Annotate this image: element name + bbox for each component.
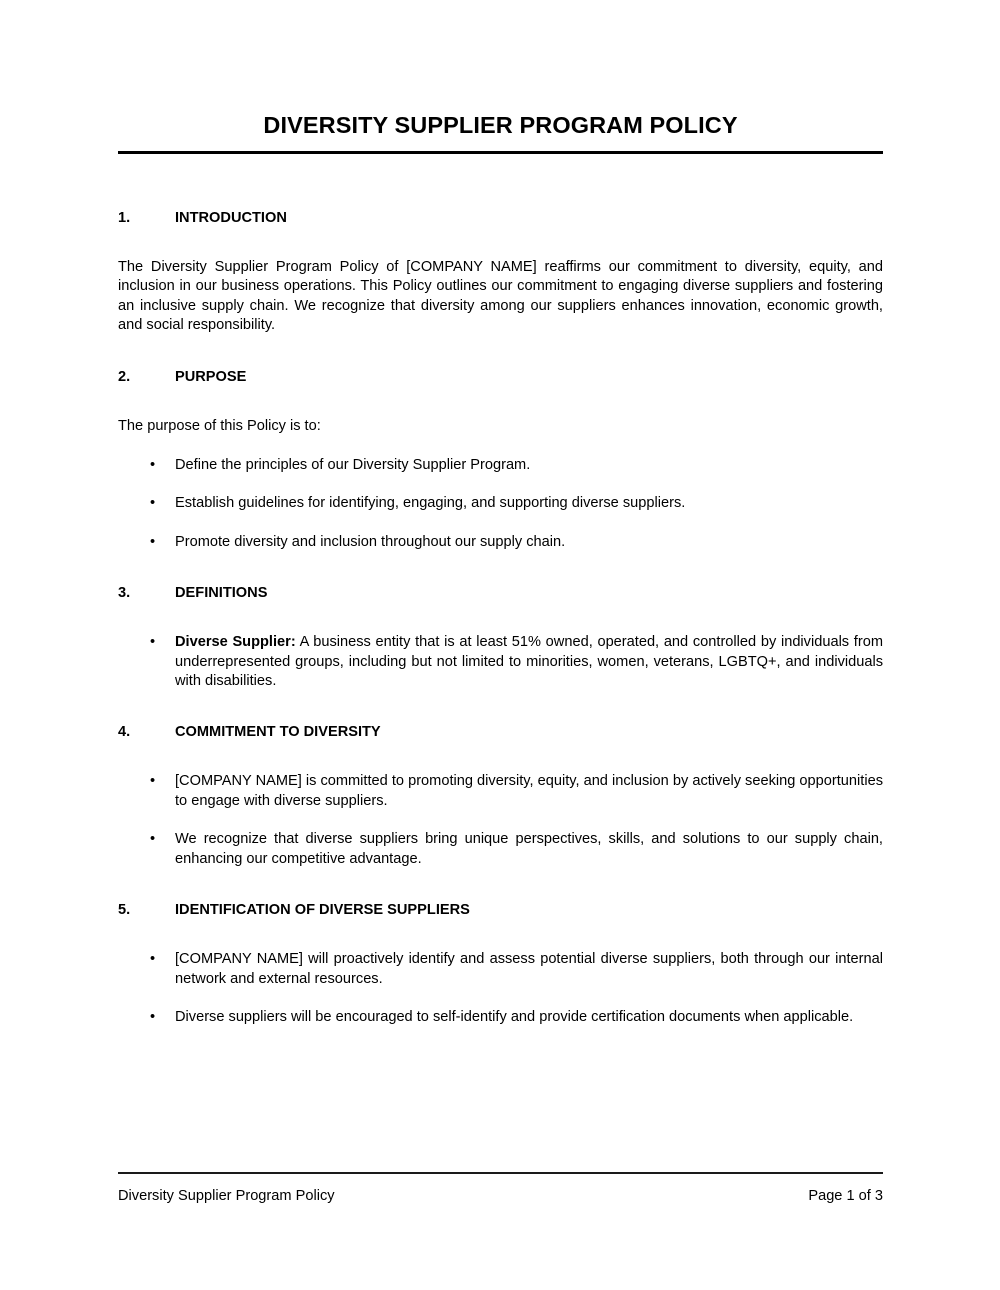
list-item-text: [COMPANY NAME] will proactively identify and assess potential diverse suppliers, both through our internal network and external resources. [175,951,883,987]
section-heading-purpose [118,368,883,387]
spacer [118,475,883,494]
list-item [118,772,883,811]
list-item-text: Promote diversity and inclusion throughout our supply chain. [175,533,566,550]
spacer [118,811,883,830]
section-title: COMMITMENT TO DIVERSITY [175,724,381,741]
spacer [118,228,883,258]
list-item [118,533,883,552]
list-item [118,633,883,691]
bullet-list-identification [118,950,883,1027]
footer-page-number: Page 1 of 3 [808,1188,883,1204]
spacer [118,436,883,456]
section-number: 3. [118,585,131,602]
definition-text: A business entity that is at least 51% owned, operated, and controlled by individuals from underrepresented groups, including but not limited to minorities, women, veterans, LGBTQ+, and individuals with disabilities. [175,634,883,690]
section-paragraph-purpose: The purpose of this Policy is to: [118,417,321,434]
bullet-icon: • [150,634,156,651]
list-item [118,950,883,989]
list-item [118,494,883,513]
bullet-list-definitions [118,633,883,691]
list-item-text: Define the principles of our Diversity Supplier Program. [175,457,531,474]
spacer [118,336,883,368]
spacer [118,691,883,723]
bullet-list-commitment [118,772,883,869]
document-body [118,0,883,1027]
bullet-icon: • [150,533,156,550]
section-number: 5. [118,902,131,919]
spacer [118,742,883,772]
section-number: 1. [118,210,131,227]
bullet-icon: • [150,1008,156,1025]
definition-term: Diverse Supplier: [175,634,296,651]
spacer [118,603,883,633]
section-heading-introduction [118,209,883,228]
list-item-text: We recognize that diverse suppliers bring unique perspectives, skills, and solutions to our supply chain, enhancing our competitive advantage. [175,831,883,867]
page-title: DIVERSITY SUPPLIER PROGRAM POLICY [263,112,738,138]
section-title: DEFINITIONS [175,585,268,602]
spacer [118,514,883,533]
bullet-icon: • [150,951,156,968]
bullet-icon: • [150,457,156,474]
spacer [118,154,883,209]
spacer [118,989,883,1008]
section-paragraph-introduction: The Diversity Supplier Program Policy of [COMPANY NAME] reaffirms our commitment to diversity, equity, and inclusion in our business operations. This Policy outlines our commitment to engaging diverse suppliers and fostering an inclusive supply chain. We recognize that diversity among our suppliers enhances innovation, economic growth, and social responsibility. [118,259,883,334]
bullet-list-purpose [118,456,883,552]
spacer [118,920,883,950]
section-title: INTRODUCTION [175,210,287,227]
section-number: 4. [118,724,131,741]
footer-divider [118,1172,883,1174]
bullet-icon: • [150,831,156,848]
list-item-text: [COMPANY NAME] is committed to promoting diversity, equity, and inclusion by actively seeking opportunities to engage with diverse suppliers. [175,773,883,809]
list-item [118,1008,883,1027]
section-title: IDENTIFICATION OF DIVERSE SUPPLIERS [175,902,470,919]
section-heading-definitions [118,584,883,603]
section-title: PURPOSE [175,368,247,385]
spacer [118,869,883,901]
list-item-text: Diverse suppliers will be encouraged to self-identify and provide certification documents when applicable. [175,1008,854,1025]
section-number: 2. [118,368,131,385]
bullet-icon: • [150,773,156,790]
section-heading-identification [118,901,883,920]
bullet-icon: • [150,495,156,512]
list-item [118,830,883,869]
list-item [118,456,883,475]
section-heading-commitment [118,723,883,742]
page-footer [118,1172,883,1206]
list-item-text: Establish guidelines for identifying, engaging, and supporting diverse suppliers. [175,495,686,512]
spacer [118,387,883,417]
footer-row [118,1187,883,1206]
footer-document-name: Diversity Supplier Program Policy [118,1188,335,1204]
spacer [118,552,883,584]
